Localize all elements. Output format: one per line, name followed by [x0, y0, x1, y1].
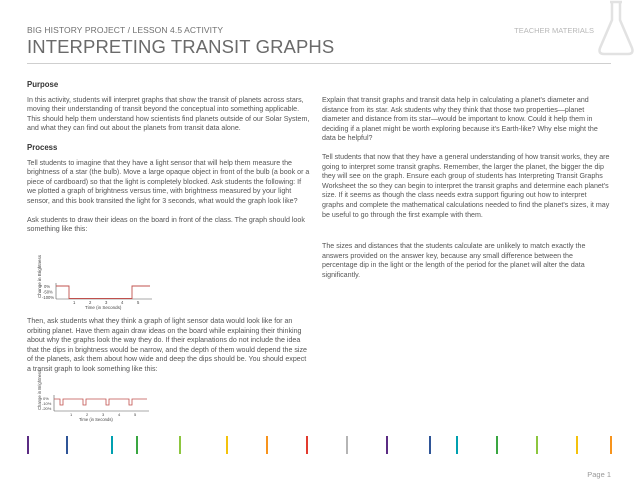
graph2-transit-line [54, 399, 147, 405]
ask-text: Ask students to draw their ideas on the board in front of the class. The graph should look something like this: [27, 215, 305, 234]
footer-bar [576, 436, 578, 454]
graph1-xlabel: Time (in Seconds) [85, 305, 122, 310]
footer-bar [66, 436, 68, 454]
footer-bar [496, 436, 498, 454]
graph2-ylabel: Change in Brightness [37, 369, 42, 410]
footer-bar [179, 436, 181, 454]
graph1-ytick-1: -50% [43, 289, 53, 295]
process-heading: Process [27, 142, 58, 152]
page-number: Page 1 [587, 470, 611, 479]
right-paragraph-3: The sizes and distances that the students calculate are unlikely to match exactly the answers provided on the answer key, because any small difference between the percentage dip in the light or the length of the period for the planet will alter the data significantly. [322, 242, 586, 279]
graph2-ytick-1: -10% [42, 401, 52, 406]
graph2-xtick-3: 3 [102, 412, 105, 417]
graph1-xtick-1: 1 [73, 300, 76, 305]
footer-bar [536, 436, 538, 454]
graph1-xtick-5: 5 [137, 300, 140, 305]
footer-bar [386, 436, 388, 454]
graph1-ylabel: Change in Brightness [37, 254, 42, 298]
graph2-xtick-2: 2 [86, 412, 89, 417]
graph2-ytick-0: 0% [43, 396, 49, 401]
header-divider [27, 63, 611, 64]
transit-graph-book [27, 254, 157, 315]
graph1-xtick-2: 2 [89, 300, 92, 305]
graph1-ytick-0: 0% [44, 284, 51, 289]
graph1-xtick-4: 4 [121, 300, 124, 305]
footer-bar [266, 436, 268, 454]
footer-bar [610, 436, 612, 454]
graph2-xtick-1: 1 [70, 412, 73, 417]
graph1-transit-line [56, 286, 150, 299]
left-column-lower [27, 317, 312, 384]
flask-icon [596, 0, 636, 58]
footer-bar [346, 436, 348, 454]
footer-bar [136, 436, 138, 454]
right-column [322, 96, 610, 290]
footer-bar [429, 436, 431, 454]
footer-bar [456, 436, 458, 454]
graph2-ytick-2: -20% [42, 406, 52, 411]
lesson-kicker: BIG HISTORY PROJECT / LESSON 4.5 ACTIVITY [27, 25, 224, 35]
transit-graph-planet [27, 369, 157, 427]
footer-bar [111, 436, 113, 454]
right-paragraph-1: Explain that transit graphs and transit data help in calculating a planet's diameter and distance from its star. Ask students why they think that those two properties—planet diameter and distance from its star—would be important to know. Could it help them in deciding if a planet might be worth exploring because it's Earth-like? Why else might the data be helpful? [322, 96, 598, 143]
left-column [27, 80, 312, 244]
graph1-xtick-3: 3 [105, 300, 108, 305]
teacher-materials-label: TEACHER MATERIALS [514, 26, 594, 35]
purpose-text: In this activity, students will interpret graphs that show the transit of planets across stars, moving their understanding of transit beyond the conceptual into something applicable. This should help them understand how scientists find planets outside of our Solar System, and what they can find out about the planets from transit data alone. [27, 95, 310, 133]
footer-color-bars [0, 436, 638, 456]
purpose-heading: Purpose [27, 80, 59, 89]
footer-bar [27, 436, 29, 454]
graph2-xtick-5: 5 [134, 412, 137, 417]
graph1-ytick-2: -100% [42, 295, 55, 300]
graph2-xlabel: Time (in Seconds) [79, 417, 113, 422]
footer-bar [226, 436, 228, 454]
process-text: Tell students to imagine that they have a light sensor that will help them measure the brightness of a star (the bulb). Move a large opaque object in front of the bulb (a book or a piece of cardboard) so that the light is completely blocked. Ask students the following: If we plotted a graph of brightness versus time, with brightness measured by your light sensor, and this book transited the light for 3 seconds, what would the graph look like? [27, 158, 310, 205]
graph2-xtick-4: 4 [118, 412, 121, 417]
page-title: INTERPRETING TRANSIT GRAPHS [27, 36, 335, 57]
footer-bar [306, 436, 308, 454]
right-paragraph-2: Tell students that now that they have a general understanding of how transit works, they are going to interpret some transit graphs. Remember, the larger the planet, the bigger the dip they will see on the graph. Ensure each group of students has Interpreting Transit Graphs Worksheet the so they can begin to interpret the transit graphs and determine each planet's size. If it seems as though the class needs extra support figuring out how to interpret graphs and complete the mathematical calculations needed to find the planet's sizes, it may be useful to go through the first example with them. [322, 152, 610, 219]
then-text: Then, ask students what they think a graph of light sensor data would look like for an orbiting planet. Have them again draw ideas on the board while explaining their thinking about why the graphs look the way they do. If their explanations do not include the idea that the dips in brightness would be narrow, and the depth of them would depend the size of the planets, ask them about how wide and deep the dips should be. You should expect a transit graph to look something like this: [27, 317, 307, 373]
